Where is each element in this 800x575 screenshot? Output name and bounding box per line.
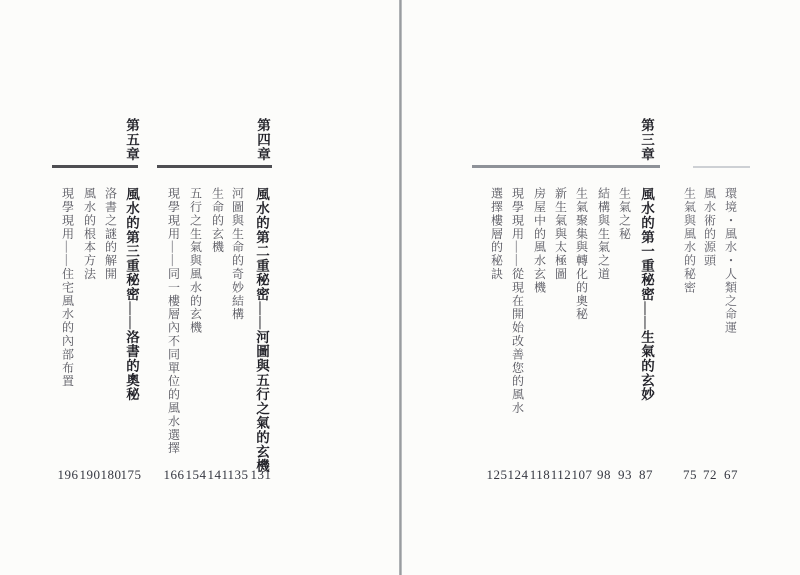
toc-entry-text: 環境・風水・人類之命運	[723, 187, 738, 335]
chapter-rule	[157, 165, 272, 168]
page-number: 131	[250, 467, 272, 482]
chapter-heading: 第五章	[124, 118, 139, 162]
toc-entry-text: 現學現用——住宅風水的內部布置	[60, 187, 75, 388]
chapter-heading: 第三章	[639, 118, 654, 162]
toc-entry-text: 結構與生氣之道	[596, 187, 611, 281]
page-number: 196	[57, 467, 79, 482]
toc-entry-text: 現學現用——從現在開始改善您的風水	[510, 187, 525, 415]
page-number: 75	[683, 467, 697, 482]
faint-chapter-rule	[693, 166, 750, 168]
page-number: 135	[227, 467, 249, 482]
toc-entry-text: 洛書之謎的解開	[103, 187, 118, 281]
page-number: 175	[120, 467, 142, 482]
page-number: 166	[163, 467, 185, 482]
toc-entry-text: 選擇樓層的秘訣	[489, 187, 504, 281]
toc-entry-text: 生氣聚集與轉化的奧秘	[574, 187, 589, 321]
page-number: 154	[185, 467, 207, 482]
page-number: 98	[597, 467, 611, 482]
page-number: 87	[639, 467, 653, 482]
page-number: 118	[529, 467, 551, 482]
page-number: 93	[618, 467, 632, 482]
chapter-heading: 第四章	[255, 118, 270, 162]
chapter-title-text: 風水的第三重秘密——洛書的奧秘	[124, 187, 139, 402]
page-number: 107	[571, 467, 593, 482]
chapter-rule	[52, 165, 138, 168]
page-number: 141	[207, 467, 229, 482]
chapter-title-text: 風水的第一重秘密——生氣的玄妙	[639, 187, 654, 402]
toc-entry-text: 五行之生氣與風水的玄機	[188, 187, 203, 335]
toc-entry-text: 新生氣與太極圖	[553, 187, 568, 281]
toc-entry-text: 房屋中的風水玄機	[532, 187, 547, 295]
toc-entry-text: 風水的根本方法	[82, 187, 97, 281]
page-number: 124	[507, 467, 529, 482]
page-number: 125	[486, 467, 508, 482]
chapter-rule	[472, 165, 660, 168]
toc-entry-text: 河圖與生命的奇妙結構	[230, 187, 245, 321]
toc-entry-text: 生命的玄機	[210, 187, 225, 254]
toc-entry-text: 風水術的源頭	[702, 187, 717, 268]
page-number: 180	[100, 467, 122, 482]
toc-entry-text: 現學現用——同一樓層內不同單位的風水選擇	[166, 187, 181, 455]
page-number: 72	[703, 467, 717, 482]
toc-entry-text: 生氣與風水的秘密	[682, 187, 697, 295]
page-number: 67	[724, 467, 738, 482]
chapter-title-text: 風水的第二重秘密——河圖與五行之氣的玄機	[254, 187, 269, 473]
page-gutter-line	[399, 0, 402, 575]
page-number: 190	[79, 467, 101, 482]
toc-entry-text: 生氣之秘	[617, 187, 632, 241]
page-number: 112	[550, 467, 572, 482]
